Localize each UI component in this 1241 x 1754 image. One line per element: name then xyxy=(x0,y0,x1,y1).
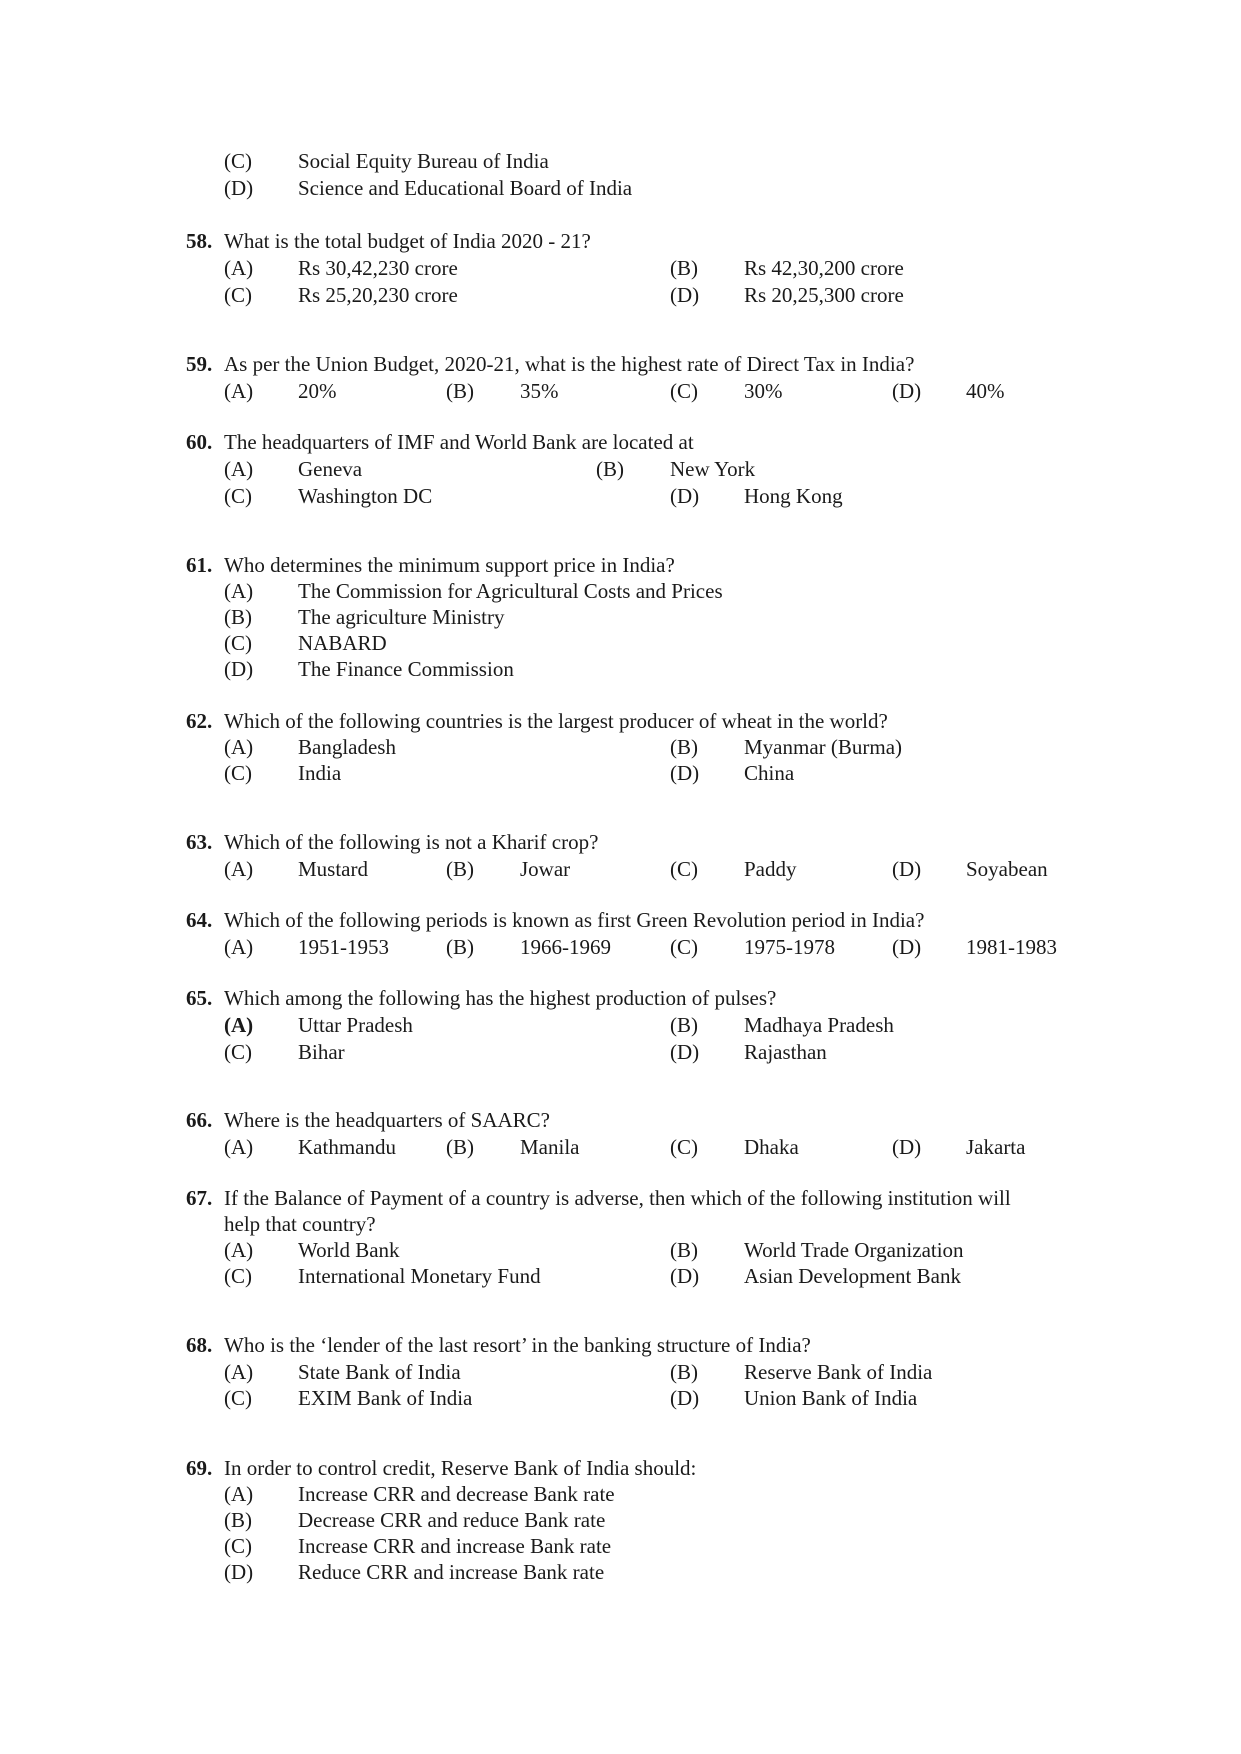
question-text: Who determines the minimum support price in India? xyxy=(224,553,675,577)
option-letter: (B) xyxy=(224,605,252,629)
option-text: Jakarta xyxy=(966,1135,1026,1159)
question-text: Where is the headquarters of SAARC? xyxy=(224,1108,550,1132)
option-letter: (A) xyxy=(224,935,254,959)
option-text: Asian Development Bank xyxy=(744,1264,961,1288)
option-letter: (B) xyxy=(670,735,698,759)
option-text: 1981-1983 xyxy=(966,935,1057,959)
question-number: 59. xyxy=(186,352,213,376)
option-text: Science and Educational Board of India xyxy=(298,176,633,200)
option-letter: (B) xyxy=(670,256,698,280)
option-text: 1951-1953 xyxy=(298,935,389,959)
question-number: 60. xyxy=(186,430,213,454)
question-number: 65. xyxy=(186,986,213,1010)
option-letter: (C) xyxy=(670,1135,698,1159)
option-letter: (A) xyxy=(224,1013,254,1037)
option-text: Soyabean xyxy=(966,857,1048,881)
option-text: World Bank xyxy=(298,1238,400,1262)
option-text: Increase CRR and decrease Bank rate xyxy=(298,1482,615,1506)
question-text: What is the total budget of India 2020 - 21? xyxy=(224,229,591,253)
question-number: 66. xyxy=(186,1108,213,1132)
option-text: Decrease CRR and reduce Bank rate xyxy=(298,1508,606,1532)
option-text: 40% xyxy=(966,379,1005,403)
option-letter: (D) xyxy=(224,1560,254,1584)
option-letter: (A) xyxy=(224,1482,254,1506)
option-text: Mustard xyxy=(298,857,368,881)
option-text: New York xyxy=(670,457,756,481)
question-text: Which among the following has the highest production of pulses? xyxy=(224,986,777,1010)
option-text: India xyxy=(298,761,342,785)
option-text: 30% xyxy=(744,379,783,403)
option-text: Paddy xyxy=(744,857,797,881)
option-letter: (B) xyxy=(670,1013,698,1037)
option-letter: (D) xyxy=(670,283,700,307)
option-letter: (B) xyxy=(446,935,474,959)
question-text: The headquarters of IMF and World Bank are located at xyxy=(224,430,694,454)
question-number: 64. xyxy=(186,908,213,932)
option-text: The agriculture Ministry xyxy=(298,605,505,629)
option-letter: (C) xyxy=(670,935,698,959)
option-text: The Finance Commission xyxy=(298,657,514,681)
question-text: Which of the following periods is known as first Green Revolution period in India? xyxy=(224,908,925,932)
option-text: 1966-1969 xyxy=(520,935,611,959)
option-letter: (C) xyxy=(224,1386,252,1410)
option-letter: (A) xyxy=(224,1360,254,1384)
option-letter: (C) xyxy=(224,149,252,173)
option-letter: (D) xyxy=(670,1040,700,1064)
option-letter: (D) xyxy=(892,935,922,959)
option-text: 20% xyxy=(298,379,337,403)
option-text: Union Bank of India xyxy=(744,1386,918,1410)
option-letter: (D) xyxy=(670,1386,700,1410)
option-letter: (B) xyxy=(670,1238,698,1262)
option-letter: (D) xyxy=(892,1135,922,1159)
option-letter: (D) xyxy=(892,379,922,403)
option-text: Rs 20,25,300 crore xyxy=(744,283,904,307)
option-letter: (C) xyxy=(670,379,698,403)
option-letter: (C) xyxy=(224,283,252,307)
option-text: Washington DC xyxy=(298,484,433,508)
option-text: Reduce CRR and increase Bank rate xyxy=(298,1560,605,1584)
option-letter: (C) xyxy=(224,1040,252,1064)
option-letter: (B) xyxy=(446,379,474,403)
option-letter: (D) xyxy=(224,176,254,200)
option-letter: (C) xyxy=(224,631,252,655)
option-text: China xyxy=(744,761,795,785)
option-letter: (A) xyxy=(224,857,254,881)
option-text: Bihar xyxy=(298,1040,345,1064)
option-text: Manila xyxy=(520,1135,580,1159)
option-text: Rajasthan xyxy=(744,1040,827,1064)
option-text: Kathmandu xyxy=(298,1135,396,1159)
option-letter: (A) xyxy=(224,379,254,403)
option-text: Jowar xyxy=(520,857,571,881)
option-letter: (A) xyxy=(224,1135,254,1159)
option-letter: (C) xyxy=(224,1534,252,1558)
option-text: 35% xyxy=(520,379,559,403)
option-text: Bangladesh xyxy=(298,735,396,759)
option-text: Hong Kong xyxy=(744,484,843,508)
question-number: 69. xyxy=(186,1456,213,1480)
question-number: 62. xyxy=(186,709,213,733)
option-letter: (D) xyxy=(224,657,254,681)
option-text: Social Equity Bureau of India xyxy=(298,149,549,173)
option-letter: (B) xyxy=(670,1360,698,1384)
option-text: Myanmar (Burma) xyxy=(744,735,903,759)
question-number: 63. xyxy=(186,830,213,854)
option-letter: (D) xyxy=(670,484,700,508)
option-text: Increase CRR and increase Bank rate xyxy=(298,1534,612,1558)
option-letter: (B) xyxy=(446,1135,474,1159)
option-text: Geneva xyxy=(298,457,363,481)
option-text: Rs 25,20,230 crore xyxy=(298,283,458,307)
question-number: 58. xyxy=(186,229,213,253)
question-text: In order to control credit, Reserve Bank of India should: xyxy=(224,1456,697,1480)
option-letter: (C) xyxy=(224,761,252,785)
option-letter: (B) xyxy=(224,1508,252,1532)
option-letter: (D) xyxy=(892,857,922,881)
option-letter: (A) xyxy=(224,256,254,280)
option-text: Uttar Pradesh xyxy=(298,1013,413,1037)
option-text: EXIM Bank of India xyxy=(298,1386,473,1410)
option-letter: (A) xyxy=(224,579,254,603)
question-text: Which of the following countries is the largest producer of wheat in the world? xyxy=(224,709,888,733)
option-text: World Trade Organization xyxy=(744,1238,964,1262)
option-letter: (D) xyxy=(670,761,700,785)
option-text: International Monetary Fund xyxy=(298,1264,541,1288)
option-letter: (C) xyxy=(670,857,698,881)
question-text: Who is the ‘lender of the last resort’ in the banking structure of India? xyxy=(224,1333,811,1357)
option-text: Dhaka xyxy=(744,1135,799,1159)
option-letter: (C) xyxy=(224,484,252,508)
option-letter: (C) xyxy=(224,1264,252,1288)
option-text: Madhaya Pradesh xyxy=(744,1013,894,1037)
option-letter: (A) xyxy=(224,457,254,481)
option-letter: (A) xyxy=(224,1238,254,1262)
question-number: 68. xyxy=(186,1333,213,1357)
option-text: State Bank of India xyxy=(298,1360,461,1384)
option-letter: (A) xyxy=(224,735,254,759)
option-letter: (B) xyxy=(596,457,624,481)
option-text: The Commission for Agricultural Costs and Prices xyxy=(298,579,723,603)
option-text: 1975-1978 xyxy=(744,935,835,959)
question-number: 67. xyxy=(186,1186,213,1210)
option-text: Rs 42,30,200 crore xyxy=(744,256,904,280)
option-text: Reserve Bank of India xyxy=(744,1360,933,1384)
option-letter: (B) xyxy=(446,857,474,881)
question-text: Which of the following is not a Kharif crop? xyxy=(224,830,599,854)
question-text: If the Balance of Payment of a country is adverse, then which of the following institution will xyxy=(224,1186,1011,1210)
question-number: 61. xyxy=(186,553,213,577)
option-text: Rs 30,42,230 crore xyxy=(298,256,458,280)
question-text-continued: help that country? xyxy=(224,1212,376,1236)
option-letter: (D) xyxy=(670,1264,700,1288)
option-text: NABARD xyxy=(298,631,387,655)
question-text: As per the Union Budget, 2020-21, what is the highest rate of Direct Tax in India? xyxy=(224,352,915,376)
